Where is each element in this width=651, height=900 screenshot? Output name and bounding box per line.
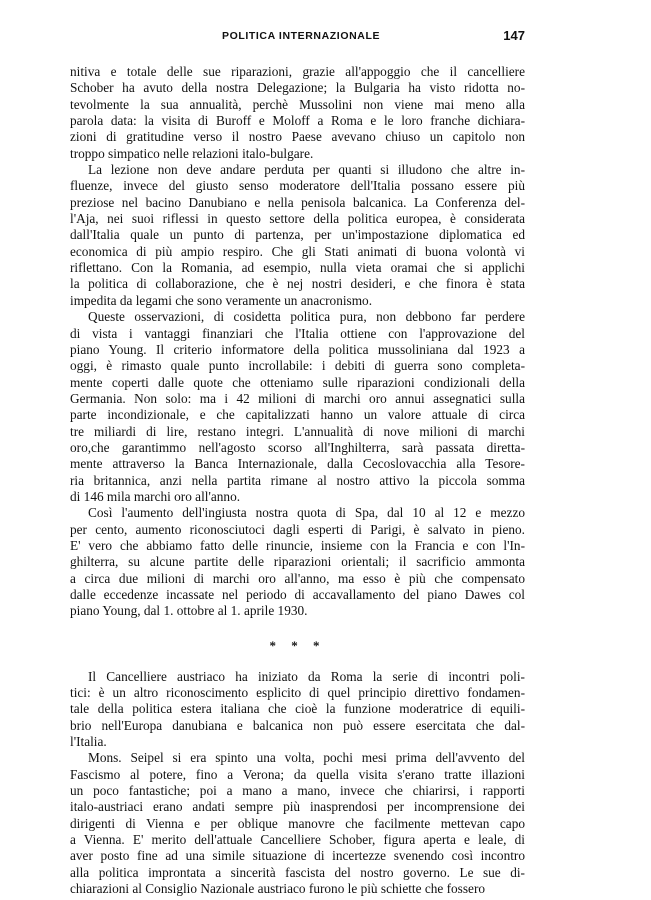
text-line: a Vienna. E' merito dell'attuale Cancelliere Schober, figura aperta e leale, di	[70, 832, 525, 848]
text-line: Fascismo al potere, fino a Verona; da quella visita s'erano tratte illazioni	[70, 766, 525, 782]
text-line: dalle eccedenze incassate nel periodo di accavallamento del piano Dawes col	[70, 587, 525, 602]
text-line: tale della politica estera italiana che cioè la funzione moderatrice di equili-	[70, 701, 525, 717]
text-line: di vista i vantaggi finanziari che l'Italia ottiene con l'approvazione del	[70, 325, 525, 341]
text-line: italo-austriaci erano andati sempre più inasprendosi per incomprensione dei	[70, 799, 525, 815]
text-line: tevolmente la sua annualità, perchè Mussolini non viene mai meno alla	[70, 96, 525, 112]
body-text	[70, 64, 525, 898]
text-line: mente coperti dalle quote che otteniamo sulle riparazioni condizionali della	[70, 374, 525, 390]
text-line: economica di più ampio respiro. Che gli Stati animati di buona volontà vi	[70, 243, 525, 259]
text-line: dirigenti di Vienna e per oblique manovre che facilmente mettevan capo	[70, 815, 525, 831]
text-line: nitiva e totale delle sue riparazioni, grazie all'appoggio che il cancelliere	[70, 64, 525, 79]
text-line: per cento, aumento riconosciutoci dagli esperti di Parigi, è salvato in pieno.	[70, 521, 525, 537]
text-line: preziose nel bacino Danubiano e nella penisola balcanica. La Conferenza del-	[70, 194, 525, 210]
text-line: oggi, è rimasto quale punto incrollabile: i debiti di guerra sono completa-	[70, 358, 525, 374]
paragraph	[70, 669, 525, 751]
text-line: alla politica improntata a sincerità fascista del nostro governo. Le sue di-	[70, 864, 525, 880]
text-line: mente attraverso la Banca Internazionale, dalla Cecoslovacchia alla Tesore-	[70, 456, 525, 472]
text-line: l'Aja, nei suoi riflessi in questo settore della politica europea, è considerata	[70, 211, 525, 227]
text-line: Schober ha avuto della nostra Delegazione; la Bulgaria ha visto ridotta no-	[70, 80, 525, 96]
text-line: dall'Italia quale un punto di partenza, per un'impostazione diplomatica ed	[70, 227, 525, 243]
text-line: tici: è un altro riconoscimento esplicito di quel principio direttivo fondamen-	[70, 685, 525, 701]
paragraph	[70, 162, 525, 309]
text-line: troppo simpatico nelle relazioni italo-bulgare.	[70, 145, 314, 161]
text-line: di 146 mila marchi oro all'anno.	[70, 488, 241, 504]
text-line: tre miliardi di lire, restano integri. L'annualità di nove milioni di marchi	[70, 423, 525, 439]
text-line: La lezione non deve andare perduta per quanti si illudono che altre in-	[88, 162, 525, 178]
text-line: ghilterra, su alcune partite delle riparazioni orientali; il sacrificio ammonta	[70, 554, 525, 570]
text-line: brio nell'Europa danubiana e balcanica non può essere esercitata che dal-	[70, 717, 525, 733]
text-line: parte incondizionale, e che capitalizzati hanno un valore attuale di circa	[70, 407, 525, 423]
paragraph	[70, 505, 525, 619]
page-header	[70, 30, 525, 50]
text-line: parola data: la visita di Buroff e Moloff a Roma e le loro franche dichiara-	[70, 113, 525, 129]
text-line: l'Italia.	[70, 734, 107, 750]
text-line: un poco fantastiche; poi a mano a mano, invece che chiarirsi, i rapporti	[70, 783, 525, 799]
paragraph	[70, 750, 525, 897]
text-line: chiarazioni al Consiglio Nazionale austriaco furono le più schiette che fossero	[70, 881, 486, 897]
text-line: Il Cancelliere austriaco ha iniziato da Roma la serie di incontri poli-	[88, 668, 525, 684]
text-line: a circa due milioni di marchi oro all'anno, ma esso è più che compensato	[70, 570, 525, 586]
text-line: impedita da legami che sono veramente un anacronismo.	[70, 292, 373, 308]
paragraph	[70, 64, 525, 162]
text-line: fluenze, invece del giusto senso moderatore dell'Italia possano essere più	[70, 178, 525, 194]
text-line: Queste osservazioni, di cosidetta politica pura, non debbono far perdere	[88, 309, 525, 325]
text-line: Germania. Non solo: ma i 42 milioni di marchi oro annui assegnatici sulla	[70, 390, 525, 406]
text-line: riflettano. Con la Romania, ad esempio, nulla vieta oramai che si applichi	[70, 260, 525, 276]
text-line: Così l'aumento dell'ingiusta nostra quota di Spa, dal 10 al 12 e mezzo	[88, 505, 525, 521]
text-line: piano Young. Il criterio informatore della politica mussoliniana dal 1923 a	[70, 341, 525, 357]
text-line: Mons. Seipel si era spinto una volta, pochi mesi prima dell'avvento del	[88, 750, 525, 766]
text-line: zioni di gratitudine verso il nostro Paese avevano chiuso un capitolo non	[70, 129, 525, 145]
section-separator: * * *	[269, 637, 326, 653]
paragraph	[70, 309, 525, 505]
text-line: E' vero che abbiamo fatto delle rinuncie, insieme con la Francia e con l'In-	[70, 537, 525, 553]
text-line: oro,che garantimmo nell'agosto scorso all'Inghilterra, sarà passata diretta-	[70, 439, 525, 455]
running-title: POLITICA INTERNAZIONALE	[222, 30, 381, 42]
text-line: ria britannica, anzi nella partita rimane al nostro attivo la piccola somma	[70, 472, 525, 488]
text-line: piano Young, dal 1. ottobre al 1. aprile 1930.	[70, 603, 308, 619]
page-number: 147	[503, 28, 525, 43]
text-line: la politica di collaborazione, che è nej nostri desideri, e che finora è stata	[70, 276, 525, 292]
text-line: aver posto fine ad una simile situazione di incertezze svenendo così incontro	[70, 848, 525, 864]
